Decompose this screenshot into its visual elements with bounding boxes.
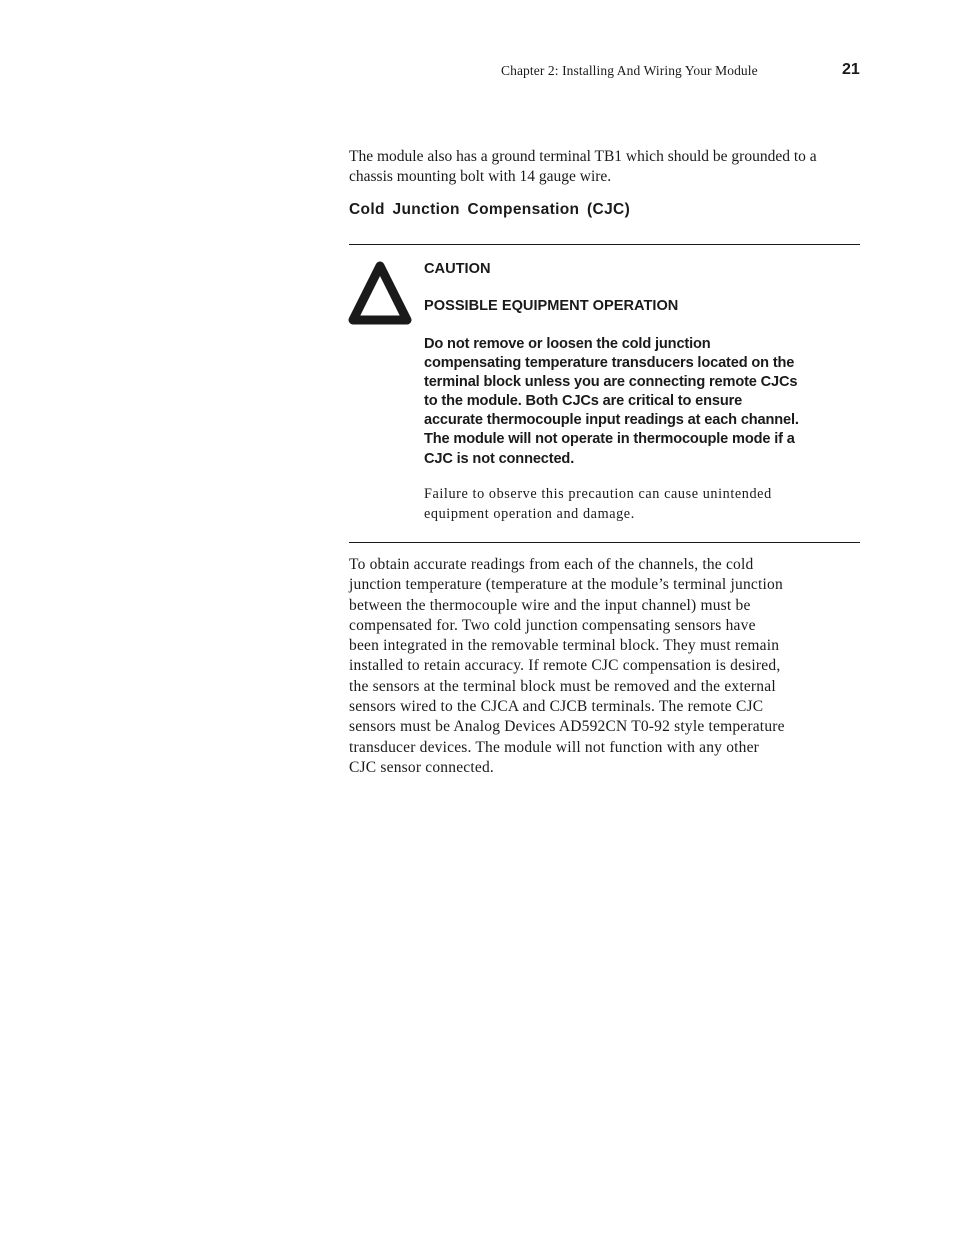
caution-subtitle: POSSIBLE EQUIPMENT OPERATION	[424, 298, 679, 314]
caution-title: CAUTION	[424, 261, 491, 277]
paragraph-line: To obtain accurate readings from each of the channels, the cold	[349, 556, 754, 573]
caution-body-line: CJC is not connected.	[424, 450, 575, 467]
intro-paragraph: The module also has a ground terminal TB1 which should be grounded to a chassis mounting bolt with 14 gauge wire.	[349, 148, 817, 186]
caution-bottom-rule	[349, 542, 860, 543]
caution-body-line: The module will not operate in thermocouple mode if a	[424, 431, 795, 448]
cjc-paragraph	[349, 555, 861, 778]
caution-body	[424, 335, 864, 469]
caution-note-line: equipment operation and damage.	[424, 505, 635, 522]
page-number: 21	[842, 61, 860, 78]
paragraph-line: compensated for. Two cold junction compensating sensors have	[349, 616, 756, 634]
caution-top-rule	[349, 244, 860, 245]
caution-body-line: to the module. Both CJCs are critical to ensure	[424, 393, 743, 410]
caution-body-line: terminal block unless you are connecting remote CJCs	[424, 374, 798, 391]
paragraph-line: sensors must be Analog Devices AD592CN T0-92 style temperature	[349, 718, 785, 736]
caution-body-line: accurate thermocouple input readings at each channel.	[424, 412, 799, 429]
paragraph-line: transducer devices. The module will not function with any other	[349, 738, 760, 756]
caution-body-line: compensating temperature transducers located on the	[424, 355, 795, 372]
running-header-chapter: Chapter 2: Installing And Wiring Your Module	[501, 63, 758, 78]
caution-body-line: Do not remove or loosen the cold junction	[424, 336, 711, 352]
paragraph-line: sensors wired to the CJCA and CJCB terminals. The remote CJC	[349, 698, 764, 716]
warning-triangle-icon	[348, 260, 412, 326]
paragraph-line: between the thermocouple wire and the input channel) must be	[349, 596, 751, 614]
paragraph-line: junction temperature (temperature at the module’s terminal junction	[349, 576, 783, 594]
paragraph-line: the sensors at the terminal block must be removed and the external	[349, 677, 776, 695]
caution-note-line: Failure to observe this precaution can cause unintended	[424, 486, 772, 502]
paragraph-line: installed to retain accuracy. If remote CJC compensation is desired,	[349, 657, 781, 675]
paragraph-line: been integrated in the removable terminal block. They must remain	[349, 637, 780, 655]
section-heading: Cold Junction Compensation (CJC)	[349, 201, 631, 218]
paragraph-line: CJC sensor connected.	[349, 758, 494, 776]
caution-note	[424, 485, 824, 524]
